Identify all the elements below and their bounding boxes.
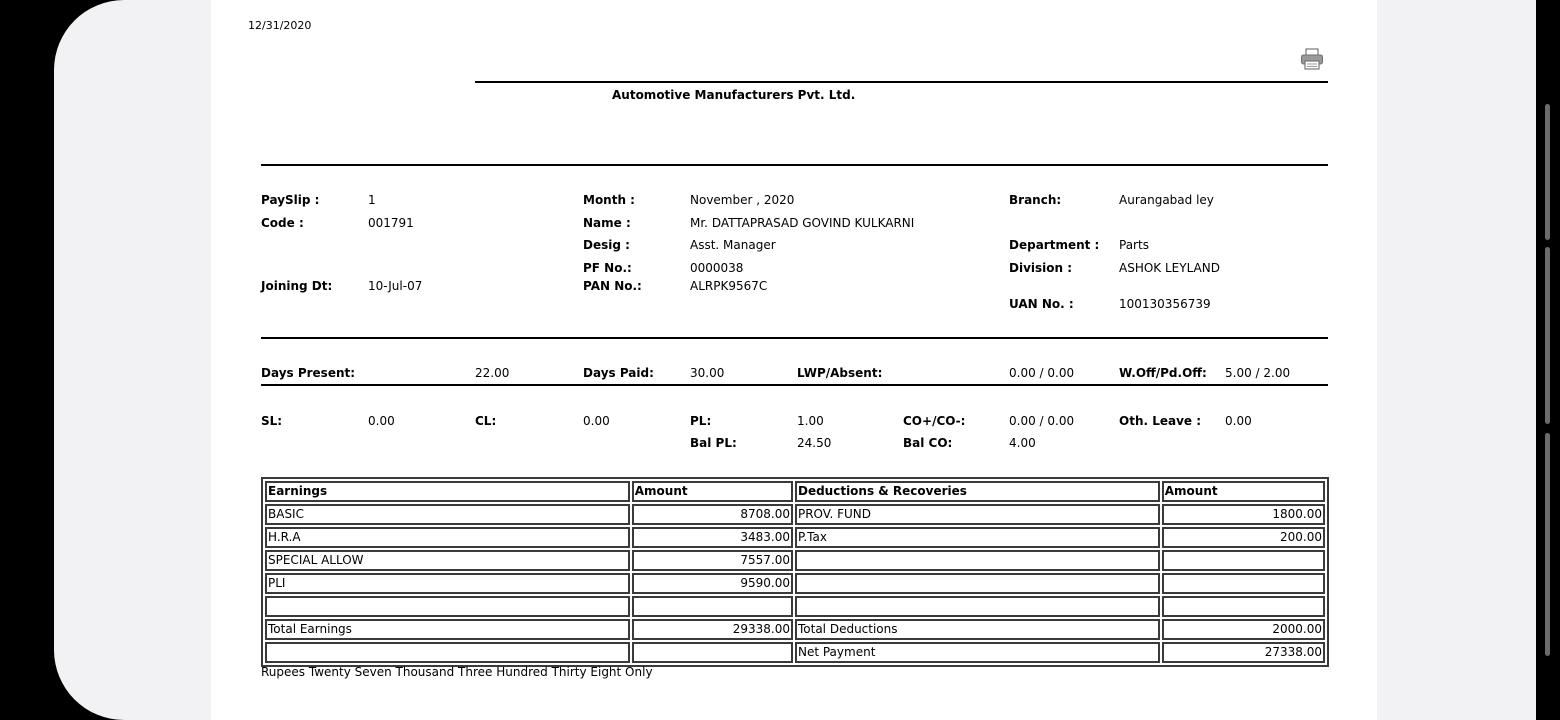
total-deductions-value: 2000.00 bbox=[1162, 619, 1325, 640]
desig-label: Desig : bbox=[583, 238, 630, 252]
table-row bbox=[265, 504, 1325, 525]
amount-in-words: Rupees Twenty Seven Thousand Three Hundred Thirty Eight Only bbox=[261, 665, 653, 679]
total-earnings-value: 29338.00 bbox=[632, 619, 793, 640]
deduction-name bbox=[795, 573, 1160, 594]
uan-label: UAN No. : bbox=[1009, 297, 1074, 311]
bal-pl-value: 24.50 bbox=[797, 436, 832, 450]
earning-amount: 3483.00 bbox=[632, 527, 793, 548]
lwp-label: LWP/Absent: bbox=[797, 366, 883, 380]
pf-value: 0000038 bbox=[690, 261, 744, 275]
co-value: 0.00 / 0.00 bbox=[1009, 414, 1075, 428]
table-row bbox=[265, 596, 1325, 617]
earning-name: BASIC bbox=[265, 504, 630, 525]
earning-name bbox=[265, 596, 630, 617]
desig-value: Asst. Manager bbox=[690, 238, 776, 252]
branch-label: Branch: bbox=[1009, 193, 1062, 207]
days-paid-value: 30.00 bbox=[690, 366, 725, 380]
days-present-value: 22.00 bbox=[475, 366, 510, 380]
empty-cell bbox=[632, 642, 793, 663]
scrollbar-thumb[interactable] bbox=[1545, 247, 1550, 424]
earning-amount: 7557.00 bbox=[632, 550, 793, 571]
pan-label: PAN No.: bbox=[583, 279, 642, 293]
scrollbar-track-lower[interactable] bbox=[1545, 433, 1550, 656]
oth-leave-value: 0.00 bbox=[1225, 414, 1252, 428]
print-date: 12/31/2020 bbox=[248, 19, 312, 32]
printer-icon[interactable] bbox=[1300, 48, 1324, 70]
earnings-header: Earnings bbox=[265, 481, 630, 502]
month-label: Month : bbox=[583, 193, 635, 207]
deduction-amount bbox=[1162, 573, 1325, 594]
woff-value: 5.00 / 2.00 bbox=[1225, 366, 1291, 380]
cl-label: CL: bbox=[475, 414, 497, 428]
header-rule bbox=[475, 81, 1328, 83]
divider-top bbox=[261, 164, 1328, 166]
joining-label: Joining Dt: bbox=[261, 279, 333, 293]
pl-value: 1.00 bbox=[797, 414, 824, 428]
bal-co-value: 4.00 bbox=[1009, 436, 1036, 450]
code-label: Code : bbox=[261, 216, 304, 230]
divider-attendance bbox=[261, 384, 1328, 386]
deduction-amount: 1800.00 bbox=[1162, 504, 1325, 525]
pan-value: ALRPK9567C bbox=[690, 279, 768, 293]
earning-name: PLI bbox=[265, 573, 630, 594]
uan-value: 100130356739 bbox=[1119, 297, 1211, 311]
code-value: 001791 bbox=[368, 216, 414, 230]
payslip-value: 1 bbox=[368, 193, 376, 207]
earning-name: H.R.A bbox=[265, 527, 630, 548]
bal-co-label: Bal CO: bbox=[903, 436, 953, 450]
earning-name: SPECIAL ALLOW bbox=[265, 550, 630, 571]
department-label: Department : bbox=[1009, 238, 1100, 252]
month-value: November , 2020 bbox=[690, 193, 795, 207]
earning-amount: 8708.00 bbox=[632, 504, 793, 525]
earning-amount: 9590.00 bbox=[632, 573, 793, 594]
joining-value: 10-Jul-07 bbox=[368, 279, 423, 293]
earning-amount bbox=[632, 596, 793, 617]
deductions-header: Deductions & Recoveries bbox=[795, 481, 1160, 502]
deduction-amount bbox=[1162, 550, 1325, 571]
pl-label: PL: bbox=[690, 414, 712, 428]
woff-label: W.Off/Pd.Off: bbox=[1119, 366, 1207, 380]
pf-label: PF No.: bbox=[583, 261, 632, 275]
deductions-amount-header: Amount bbox=[1162, 481, 1325, 502]
scrollbar-track-upper[interactable] bbox=[1545, 104, 1550, 240]
company-name: Automotive Manufacturers Pvt. Ltd. bbox=[612, 88, 856, 102]
net-payment-value: 27338.00 bbox=[1162, 642, 1325, 663]
scrollbar[interactable] bbox=[1545, 104, 1550, 656]
net-payment-label: Net Payment bbox=[795, 642, 1160, 663]
division-label: Division : bbox=[1009, 261, 1073, 275]
co-label: CO+/CO-: bbox=[903, 414, 966, 428]
net-payment-row bbox=[265, 642, 1325, 663]
table-header-row bbox=[265, 481, 1325, 502]
cl-value: 0.00 bbox=[583, 414, 610, 428]
earnings-amount-header: Amount bbox=[632, 481, 793, 502]
bal-pl-label: Bal PL: bbox=[690, 436, 737, 450]
earnings-deductions-table bbox=[261, 477, 1329, 667]
branch-value: Aurangabad ley bbox=[1119, 193, 1214, 207]
table-row bbox=[265, 573, 1325, 594]
total-earnings-label: Total Earnings bbox=[265, 619, 630, 640]
divider-middle bbox=[261, 337, 1328, 339]
days-present-label: Days Present: bbox=[261, 366, 356, 380]
days-paid-label: Days Paid: bbox=[583, 366, 654, 380]
deduction-amount: 200.00 bbox=[1162, 527, 1325, 548]
table-row bbox=[265, 527, 1325, 548]
oth-leave-label: Oth. Leave : bbox=[1119, 414, 1202, 428]
deduction-name: P.Tax bbox=[795, 527, 1160, 548]
deduction-name: PROV. FUND bbox=[795, 504, 1160, 525]
department-value: Parts bbox=[1119, 238, 1149, 252]
sl-label: SL: bbox=[261, 414, 283, 428]
totals-row bbox=[265, 619, 1325, 640]
division-value: ASHOK LEYLAND bbox=[1119, 261, 1220, 275]
lwp-value: 0.00 / 0.00 bbox=[1009, 366, 1075, 380]
sl-value: 0.00 bbox=[368, 414, 395, 428]
table-row bbox=[265, 550, 1325, 571]
payslip-label: PaySlip : bbox=[261, 193, 320, 207]
total-deductions-label: Total Deductions bbox=[795, 619, 1160, 640]
deduction-name bbox=[795, 596, 1160, 617]
empty-cell bbox=[265, 642, 630, 663]
name-value: Mr. DATTAPRASAD GOVIND KULKARNI bbox=[690, 216, 915, 230]
deduction-name bbox=[795, 550, 1160, 571]
name-label: Name : bbox=[583, 216, 631, 230]
deduction-amount bbox=[1162, 596, 1325, 617]
